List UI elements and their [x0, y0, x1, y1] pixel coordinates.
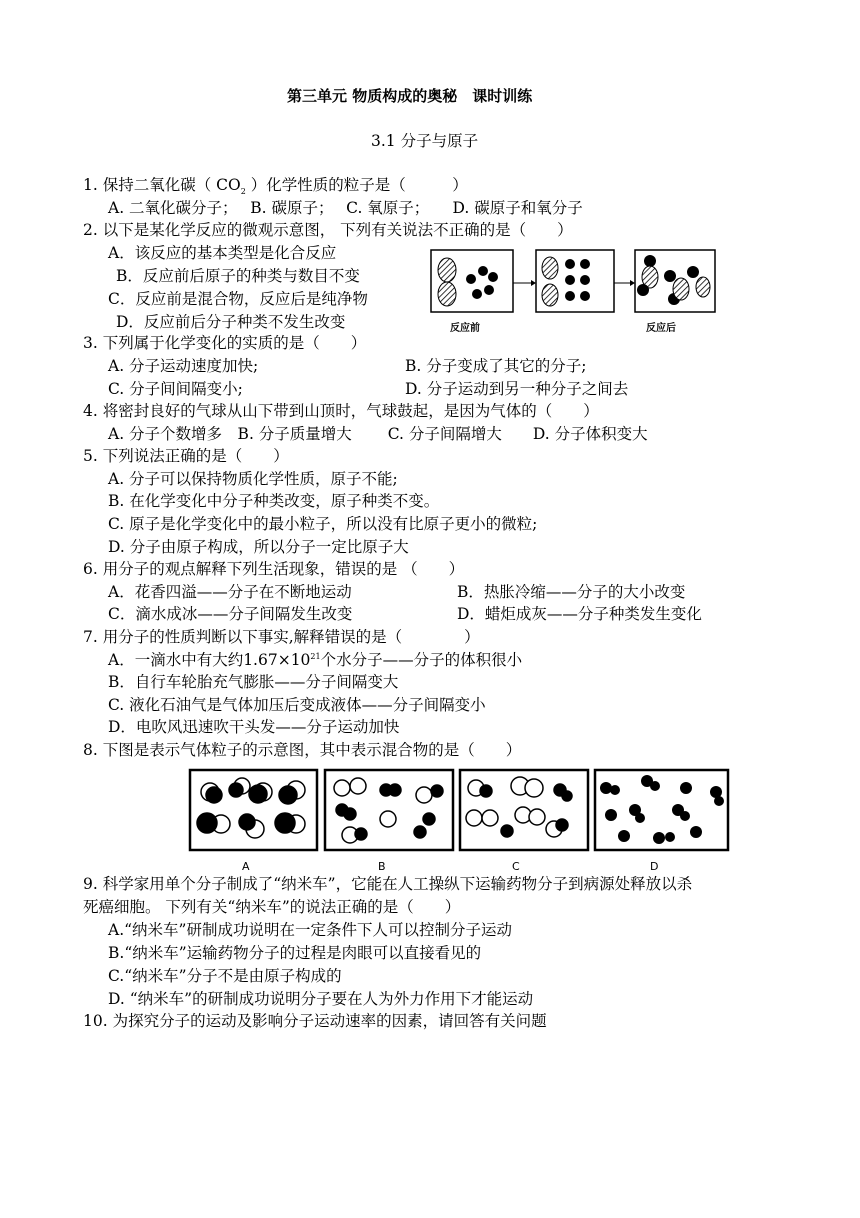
question-2-option-d: D．反应前后分子种类不发生改变 — [116, 313, 346, 331]
figure-label-b: B — [378, 860, 386, 873]
question-8-stem: 8. 下图是表示气体粒子的示意图，其中表示混合物的是（ ） — [83, 741, 522, 759]
question-5-option-b: B. 在化学变化中分子种类改变，原子种类不变。 — [108, 492, 440, 510]
question-2-stem: 2. 以下是某化学反应的微观示意图， 下列有关说法不正确的是（ ） — [83, 221, 573, 239]
question-9-option-d: D. “纳米车”的研制成功说明分子要在人为外力作用下才能运动 — [108, 990, 534, 1008]
question-7-stem: 7. 用分子的性质判断以下事实,解释错误的是（ ） — [83, 628, 480, 646]
question-9-option-c: C.“纳米车”分子不是由原子构成的 — [108, 967, 342, 985]
question-6-option-a: A．花香四溢——分子在不断地运动 — [108, 583, 352, 601]
question-6-option-d: D．蜡炬成灰——分子种类发生变化 — [457, 605, 702, 623]
question-9-stem-line-1: 9. 科学家用单个分子制成了“纳米车”，它能在人工操纵下运输药物分子到病源处释放以杀 — [83, 875, 693, 893]
question-3-option-a: A. 分子运动速度加快; — [108, 357, 259, 375]
question-5-stem: 5. 下列说法正确的是（ ） — [83, 447, 289, 465]
question-6-option-b: B．热胀冷缩——分子的大小改变 — [457, 583, 686, 601]
question-4-options: A. 分子个数增多 B. 分子质量增大 C. 分子间隔增大 D. 分子体积变大 — [108, 425, 648, 443]
figure-label-c: C — [512, 860, 520, 873]
question-10-stem: 10. 为探究分子的运动及影响分子运动速率的因素，请回答有关问题 — [83, 1012, 547, 1030]
question-3-option-c: C. 分子间间隔变小; — [108, 380, 243, 398]
figure-caption-before: 反应前 — [450, 323, 480, 334]
question-5-option-a: A. 分子可以保持物质化学性质，原子不能; — [108, 470, 398, 488]
question-7-option-c: C. 液化石油气是气体加压后变成液体——分子间隔变小 — [108, 696, 486, 714]
question-3-stem: 3. 下列属于化学变化的实质的是（ ） — [83, 334, 367, 352]
question-2-option-a: A．该反应的基本类型是化合反应 — [108, 244, 337, 262]
figure-label-d: D — [650, 860, 659, 873]
question-6-option-c: C．滴水成冰——分子间隔发生改变 — [108, 605, 353, 623]
question-1-options: A. 二氧化碳分子； B. 碳原子； C. 氧原子； D. 碳原子和氧分子 — [108, 199, 583, 217]
question-3-option-d: D. 分子运动到另一种分子之间去 — [405, 380, 629, 398]
question-5-option-c: C. 原子是化学变化中的最小粒子，所以没有比原子更小的微粒; — [108, 515, 538, 533]
page-title: 第三单元 物质构成的奥秘 课时训练 — [287, 87, 533, 105]
question-5-option-d: D. 分子由原子构成，所以分子一定比原子大 — [108, 538, 409, 556]
question-3-option-b: B. 分子变成了其它的分子; — [405, 357, 587, 375]
gas-particle-diagram — [188, 766, 730, 856]
question-1-stem: 1. 保持二氧化碳（ $CO_2$ ）化学性质的粒子是（ ） — [83, 176, 468, 197]
figure-caption-after: 反应后 — [646, 323, 676, 334]
question-7-option-d: D．电吹风迅速吹干头发——分子运动加快 — [108, 718, 400, 736]
question-9-option-b: B.“纳米车”运输药物分子的过程是肉眼可以直接看见的 — [108, 944, 482, 962]
question-7-option-a: A．一滴水中有大约$1.67\times 10^{21}$个水分子——分子的体积很小 — [108, 651, 523, 669]
section-subtitle: 3.1 分子与原子 — [371, 132, 479, 150]
question-7-option-b: B．自行车轮胎充气膨胀——分子间隔变大 — [108, 673, 399, 691]
question-9-stem-line-2: 死癌细胞。 下列有关“纳米车”的说法正确的是（ ） — [83, 898, 461, 916]
figure-label-a: A — [242, 860, 250, 873]
question-2-option-c: C．反应前是混合物，反应后是纯净物 — [108, 290, 368, 308]
question-6-stem: 6. 用分子的观点解释下列生活现象，错误的是 （ ） — [83, 560, 465, 578]
question-2-option-b: B．反应前后原子的种类与数目不变 — [116, 267, 360, 285]
question-4-stem: 4. 将密封良好的气球从山下带到山顶时，气球鼓起，是因为气体的（ ） — [83, 402, 599, 420]
question-9-option-a: A.“纳米车”研制成功说明在一定条件下人可以控制分子运动 — [108, 921, 512, 939]
